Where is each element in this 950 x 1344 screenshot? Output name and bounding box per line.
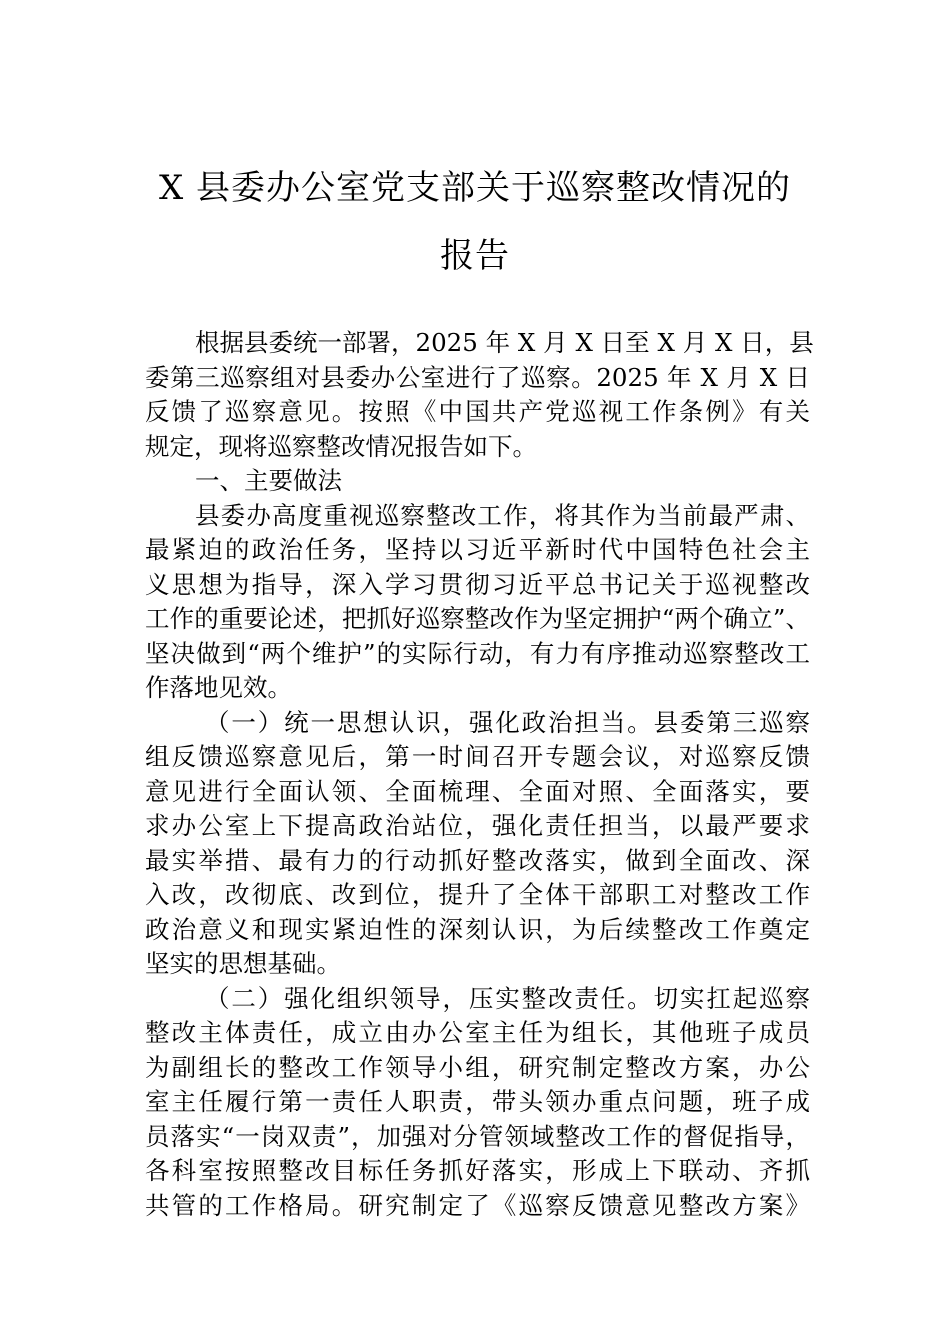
paragraph-line: 员落实“一岗双责”，加强对分管领域整改工作的督促指导， <box>145 1121 810 1151</box>
paragraph-line: 组反馈巡察意见后，第一时间召开专题会议，对巡察反馈 <box>145 742 810 771</box>
paragraph-line: （二）强化组织领导，压实整改责任。切实扛起巡察 <box>205 983 810 1013</box>
paragraph-line: 各科室按照整改目标任务抓好落实，形成上下联动、齐抓 <box>145 1156 810 1185</box>
paragraph-line: 作落地见效。 <box>145 673 292 702</box>
paragraph-line: 室主任履行第一责任人职责，带头领办重点问题，班子成 <box>145 1087 810 1116</box>
paragraph-line: 政治意义和现实紧迫性的深刻认识，为后续整改工作奠定 <box>145 914 810 944</box>
section-heading: 一、主要做法 <box>195 466 342 495</box>
document-title-line-1: X 县委办公室党支部关于巡察整改情况的 <box>158 168 791 208</box>
paragraph-line: 意见进行全面认领、全面梳理、全面对照、全面落实，要 <box>145 776 810 806</box>
paragraph-line: 坚实的思想基础。 <box>145 949 341 978</box>
paragraph-line: 工作的重要论述，把抓好巡察整改作为坚定拥护“两个确立”、 <box>145 604 810 633</box>
paragraph-line: 义思想为指导，深入学习贯彻习近平总书记关于巡视整改 <box>145 569 810 599</box>
paragraph-line: 整改主体责任，成立由办公室主任为组长，其他班子成员 <box>145 1018 810 1047</box>
paragraph-line: 反馈了巡察意见。按照《中国共产党巡视工作条例》有关 <box>145 397 810 426</box>
paragraph-line: 为副组长的整改工作领导小组，研究制定整改方案，办公 <box>145 1052 810 1082</box>
document-body <box>145 326 814 1223</box>
paragraph-line: 最紧迫的政治任务，坚持以习近平新时代中国特色社会主 <box>145 535 810 564</box>
paragraph-line: 共管的工作格局。研究制定了《巡察反馈意见整改方案》 <box>145 1190 810 1220</box>
paragraph-line: 委第三巡察组对县委办公室进行了巡察。2025 年 X 月 X 日 <box>145 362 810 392</box>
paragraph-line: 坚决做到“两个维护”的实际行动，有力有序推动巡察整改工 <box>145 638 810 668</box>
paragraph-line: 入改，改彻底、改到位，提升了全体干部职工对整改工作 <box>145 880 810 909</box>
paragraph-line: 规定，现将巡察整改情况报告如下。 <box>145 431 537 461</box>
paragraph-line: 最实举措、最有力的行动抓好整改落实，做到全面改、深 <box>145 845 810 875</box>
paragraph-line: 县委办高度重视巡察整改工作，将其作为当前最严肃、 <box>195 500 810 530</box>
paragraph-line: （一）统一思想认识，强化政治担当。县委第三巡察 <box>205 707 810 737</box>
document-title-line-2: 报告 <box>440 236 510 276</box>
paragraph-line: 求办公室上下提高政治站位，强化责任担当，以最严要求 <box>145 811 810 840</box>
paragraph-line: 根据县委统一部署，2025 年 X 月 X 日至 X 月 X 日，县 <box>195 328 814 357</box>
